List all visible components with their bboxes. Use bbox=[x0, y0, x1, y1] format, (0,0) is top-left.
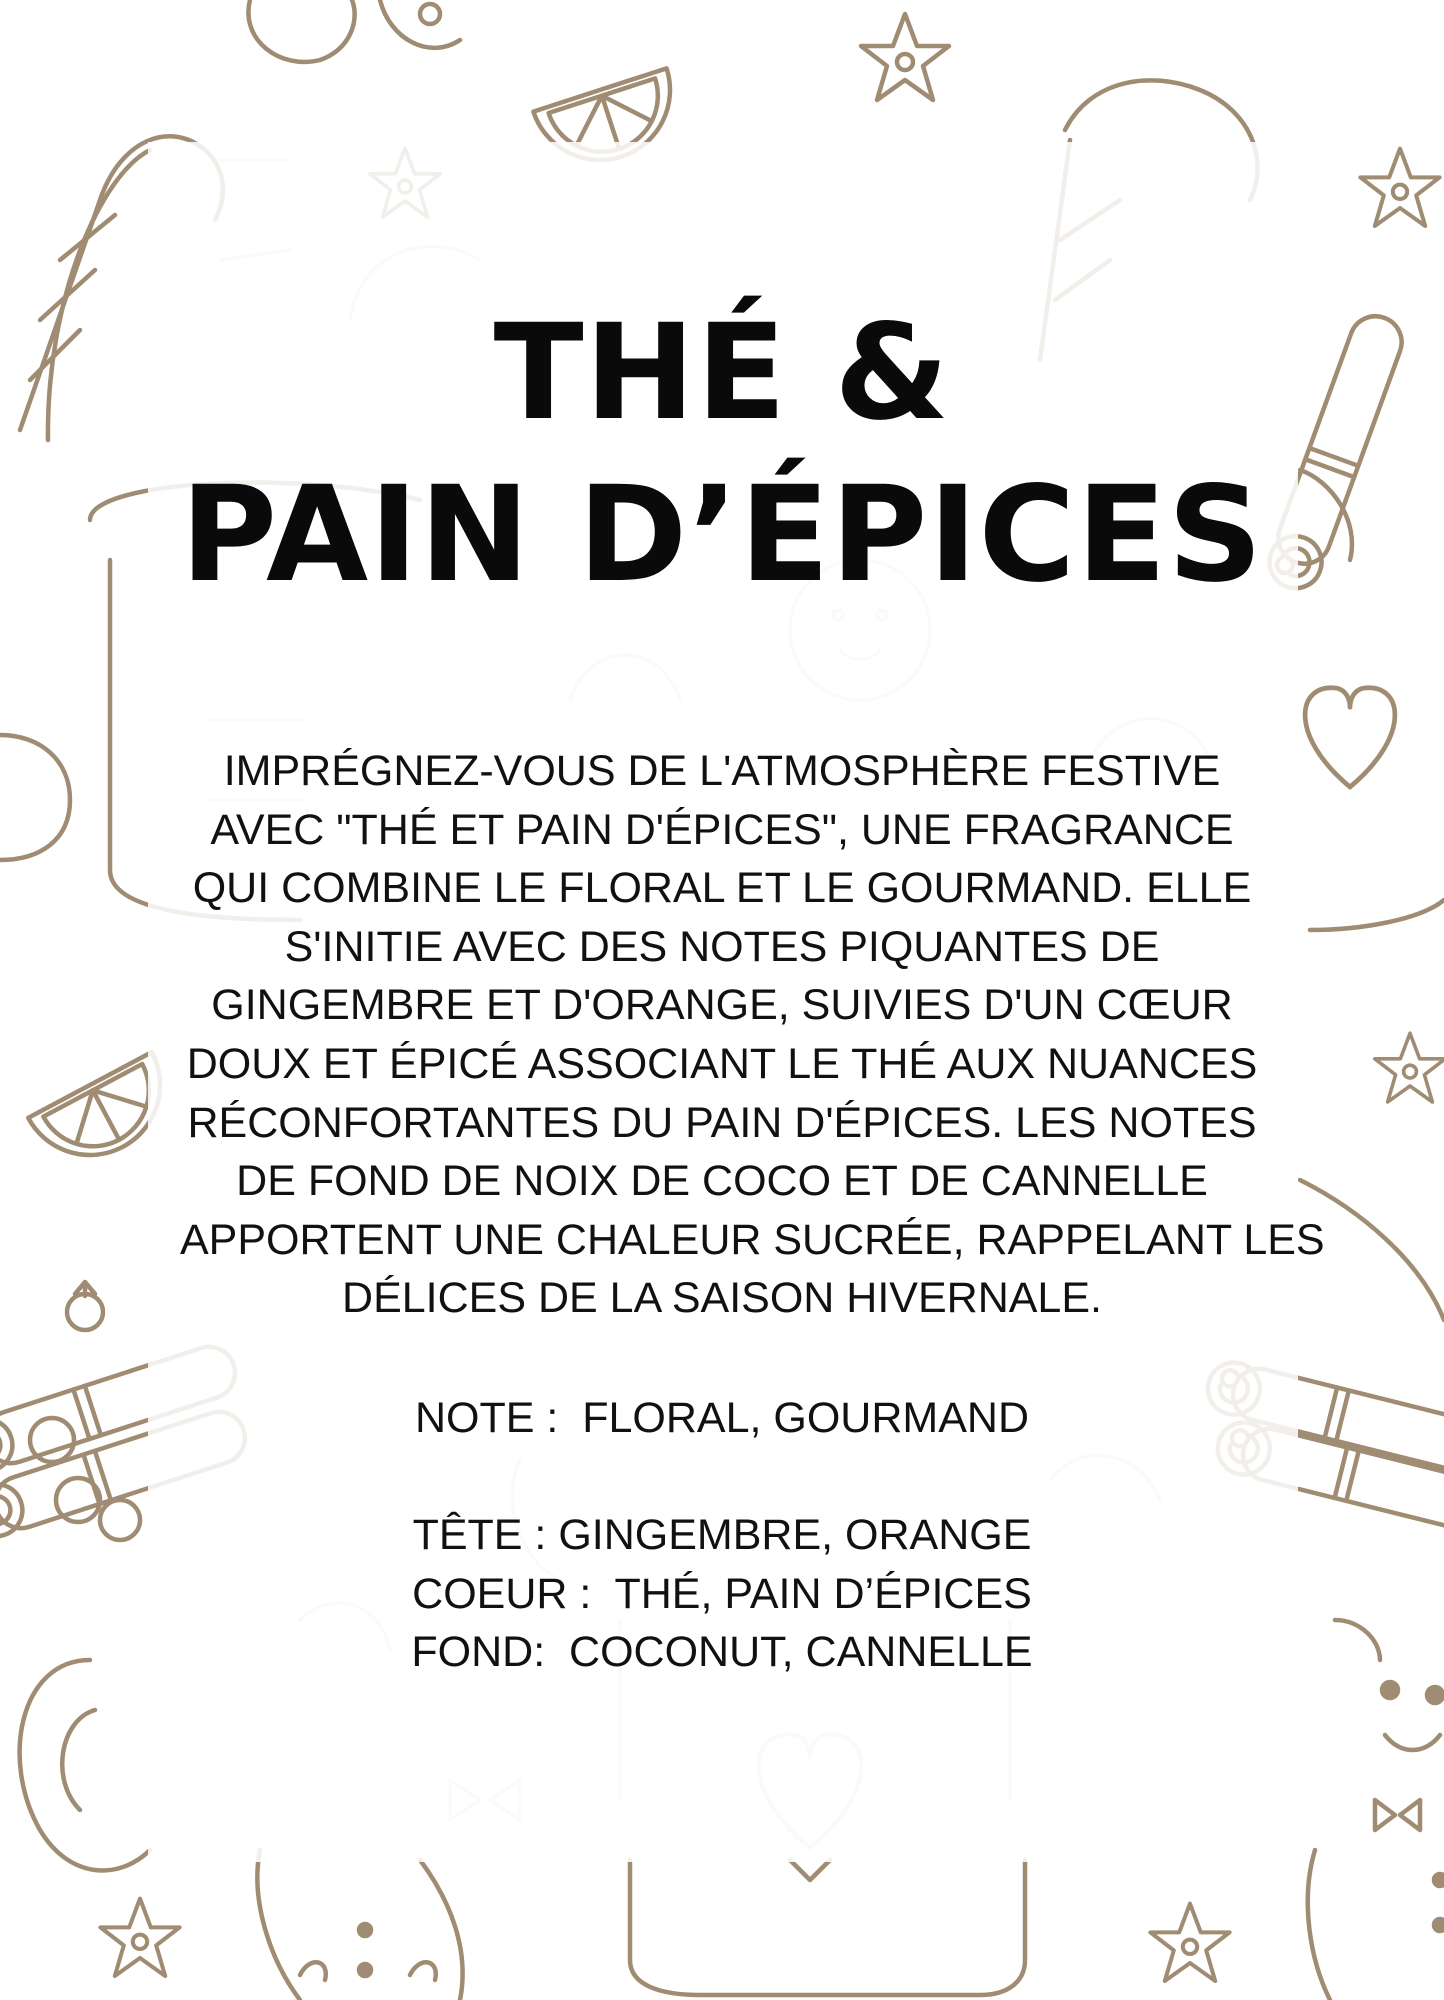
base-notes: FOND: COCONUT, CANNELLE bbox=[411, 1628, 1033, 1676]
top-notes: TÊTE : GINGEMBRE, ORANGE bbox=[412, 1511, 1032, 1559]
description-line: AVEC "THÉ ET PAIN D'ÉPICES", UNE FRAGRANCE bbox=[210, 805, 1234, 854]
description-line: QUI COMBINE LE FLORAL ET LE GOURMAND. ELLE bbox=[192, 864, 1252, 913]
description-line: RÉCONFORTANTES DU PAIN D'ÉPICES. LES NOTES bbox=[187, 1098, 1257, 1147]
description-line: S'INITIE AVEC DES NOTES PIQUANTES DE bbox=[284, 922, 1160, 971]
title-line-2: PAIN D’ÉPICES bbox=[180, 458, 1264, 612]
title-line-1: THÉ & bbox=[493, 296, 951, 450]
description-line: GINGEMBRE ET D'ORANGE, SUIVIES D'UN CŒUR bbox=[211, 981, 1233, 1030]
description-line: APPORTENT UNE CHALEUR SUCRÉE, RAPPELANT LES bbox=[180, 1215, 1325, 1264]
description-line: DÉLICES DE LA SAISON HIVERNALE. bbox=[342, 1274, 1102, 1323]
description-line: DE FOND DE NOIX DE COCO ET DE CANNELLE bbox=[236, 1157, 1208, 1206]
heart-notes: COEUR : THÉ, PAIN D’ÉPICES bbox=[412, 1570, 1032, 1618]
note-category: NOTE : FLORAL, GOURMAND bbox=[414, 1394, 1029, 1442]
description-line: DOUX ET ÉPICÉ ASSOCIANT LE THÉ AUX NUANCES bbox=[186, 1039, 1258, 1088]
page-title bbox=[0, 292, 1444, 616]
fragrance-description bbox=[180, 742, 1325, 1328]
description-line: IMPRÉGNEZ-VOUS DE L'ATMOSPHÈRE FESTIVE bbox=[223, 747, 1221, 795]
